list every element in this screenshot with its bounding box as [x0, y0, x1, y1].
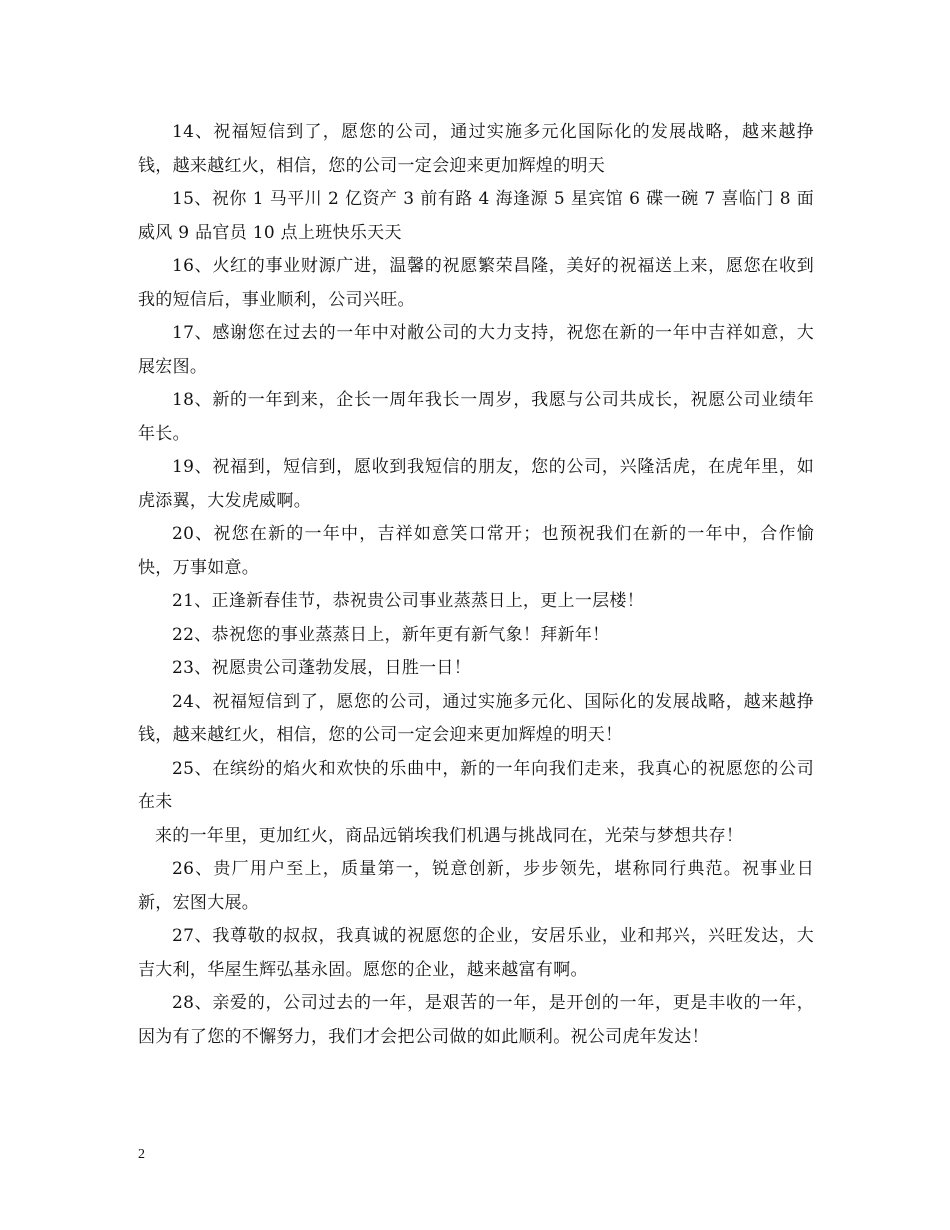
paragraph-26: 26、贵厂用户至上，质量第一，锐意创新，步步领先，堪称同行典范。祝事业日新，宏图大展。 — [138, 859, 814, 913]
paragraph-25-continued: 来的一年里，更加红火，商品远销埃我们机遇与挑战同在，光荣与梦想共存！ — [155, 825, 744, 846]
paragraph-14: 14、祝福短信到了，愿您的公司，通过实施多元化国际化的发展战略，越来越挣钱，越来越红火，相信，您的公司一定会迎来更加辉煌的明天 — [138, 122, 814, 176]
paragraph-25: 25、在缤纷的焰火和欢快的乐曲中，新的一年向我们走来，我真心的祝愿您的公司在未 — [138, 758, 814, 812]
paragraph-17: 17、感谢您在过去的一年中对敝公司的大力支持，祝您在新的一年中吉祥如意，大展宏图。 — [138, 323, 814, 377]
document-body — [138, 116, 814, 1054]
paragraph-27: 27、我尊敬的叔叔，我真诚的祝愿您的企业，安居乐业，业和邦兴，兴旺发达，大吉大利，华屋生辉弘基永固。愿您的企业，越来越富有啊。 — [138, 926, 814, 980]
paragraph-20: 20、祝您在新的一年中，吉祥如意笑口常开；也预祝我们在新的一年中，合作愉快，万事如意。 — [138, 524, 814, 578]
paragraph-23: 23、祝愿贵公司蓬勃发展，日胜一日！ — [172, 658, 472, 678]
paragraph-19: 19、祝福到，短信到，愿收到我短信的朋友，您的公司，兴隆活虎，在虎年里，如虎添翼，大发虎威啊。 — [138, 457, 814, 511]
paragraph-16: 16、火红的事业财源广进，温馨的祝愿繁荣昌隆，美好的祝福送上来，愿您在收到我的短信后，事业顺利，公司兴旺。 — [138, 256, 814, 310]
paragraph-18: 18、新的一年到来，企长一周年我长一周岁，我愿与公司共成长，祝愿公司业绩年年长。 — [138, 390, 814, 444]
paragraph-22: 22、恭祝您的事业蒸蒸日上，新年更有新气象！拜新年！ — [172, 624, 610, 645]
paragraph-15: 15、祝你 1 马平川 2 亿资产 3 前有路 4 海逢源 5 星宾馆 6 碟一碗 7 喜临门 8 面威风 9 品官员 10 点上班快乐天天 — [138, 189, 814, 243]
paragraph-21: 21、正逢新春佳节，恭祝贵公司事业蒸蒸日上，更上一层楼！ — [172, 591, 645, 611]
page-number: 2 — [138, 1147, 145, 1162]
paragraph-28: 28、亲爱的，公司过去的一年，是艰苦的一年，是开创的一年，更是丰收的一年，因为有了您的不懈努力，我们才会把公司做的如此顺利。祝公司虎年发达！ — [138, 993, 814, 1047]
paragraph-24: 24、祝福短信到了，愿您的公司，通过实施多元化、国际化的发展战略，越来越挣钱，越来越红火，相信，您的公司一定会迎来更加辉煌的明天！ — [138, 691, 814, 745]
